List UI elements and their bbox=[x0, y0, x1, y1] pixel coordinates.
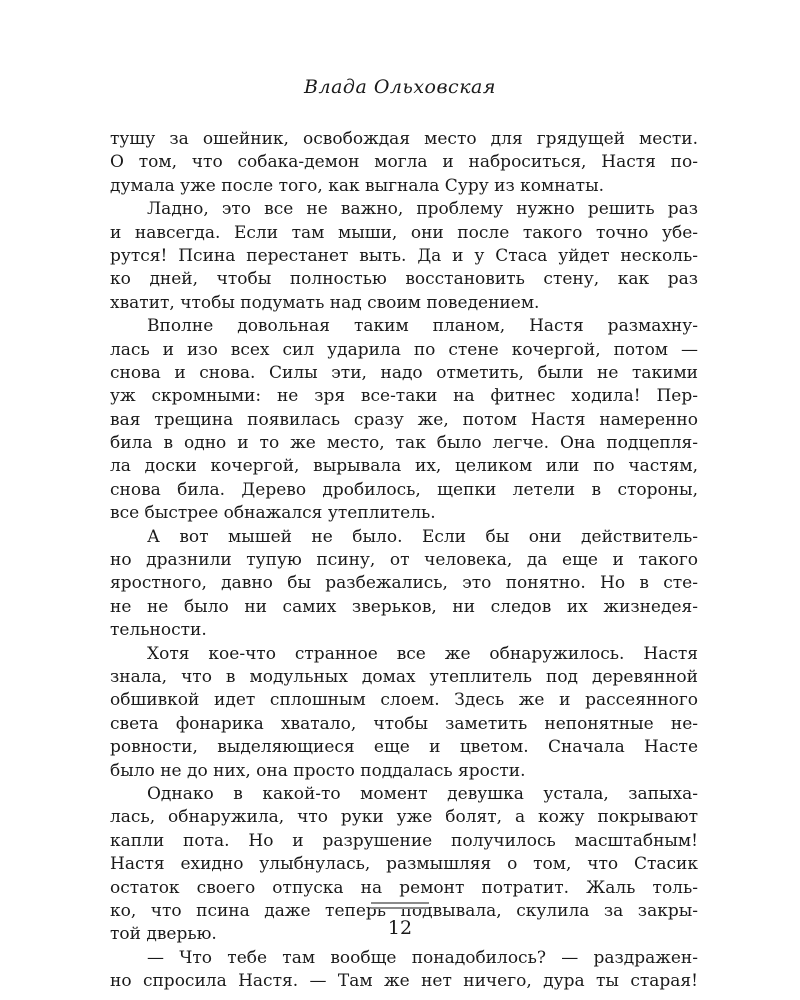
text-line: все быстрее обнажался утеплитель. bbox=[110, 503, 436, 524]
text-line: А вот мышей не было. Если бы они действитель- bbox=[147, 526, 698, 547]
text-line: тушу за ошейник, освобождая место для грядущей мести. bbox=[110, 129, 698, 149]
page-footer bbox=[0, 902, 800, 939]
text-line: и навсегда. Если там мыши, они после такого точно убе- bbox=[110, 222, 698, 243]
text-line: — Что тебе там вообще понадобилось? — раздражен- bbox=[147, 947, 698, 968]
text-line: лась и изо всех сил ударила по стене кочергой, потом — bbox=[110, 339, 698, 360]
page-number: 12 bbox=[387, 917, 413, 939]
text-line: Настя ехидно улыбнулась, размышляя о том, что Стасик bbox=[110, 854, 698, 875]
text-line: Хотя кое-что странное все же обнаружилось. Настя bbox=[147, 643, 698, 664]
text-line: вая трещина появилась сразу же, потом Настя намеренно bbox=[110, 409, 698, 430]
text-line: не не было ни самих зверьков, ни следов их жизнедея- bbox=[110, 596, 698, 617]
running-head: Влада Ольховская bbox=[304, 76, 496, 98]
text-line: яростного, давно бы разбежались, это понятно. Но в сте- bbox=[110, 573, 698, 594]
text-line: ла доски кочергой, вырывала их, целиком или по частям, bbox=[110, 456, 698, 477]
text-line: О том, что собака-демон могла и наброситься, Настя по- bbox=[110, 152, 698, 173]
folio-rule bbox=[371, 902, 429, 909]
text-line: лась, обнаружила, что руки уже болят, а кожу покрывают bbox=[110, 807, 698, 828]
text-line: хватит, чтобы подумать над своим поведением. bbox=[110, 292, 540, 313]
text-line: ко, что псина даже теперь подвывала, скулила за закры- bbox=[110, 900, 698, 921]
text-line: но дразнили тупую псину, от человека, да еще и такого bbox=[110, 550, 698, 571]
body-text bbox=[110, 128, 698, 993]
text-line: было не до них, она просто поддалась ярости. bbox=[110, 760, 526, 781]
text-line: рутся! Псина перестанет выть. Да и у Стаса уйдет несколь- bbox=[110, 245, 698, 266]
text-line: снова била. Дерево дробилось, щепки летели в стороны, bbox=[110, 479, 698, 500]
text-line: Вполне довольная таким планом, Настя размахну- bbox=[147, 316, 698, 337]
text-line: думала уже после того, как выгнала Суру из комнаты. bbox=[110, 175, 605, 196]
text-line: Однако в какой-то момент девушка устала, запыха- bbox=[147, 783, 698, 804]
text-line: Ладно, это все не важно, проблему нужно решить раз bbox=[147, 199, 698, 220]
text-line: уж скромными: не зря все-таки на фитнес ходила! Пер- bbox=[110, 386, 698, 407]
text-line: обшивкой идет сплошным слоем. Здесь же и рассеянного bbox=[110, 690, 698, 711]
text-line: но спросила Настя. — Там же нет ничего, дура ты старая! bbox=[110, 971, 698, 992]
text-line: знала, что в модульных домах утеплитель под деревянной bbox=[110, 666, 698, 687]
text-line: света фонарика хватало, чтобы заметить непонятные не- bbox=[110, 713, 698, 734]
text-line: ровности, выделяющиеся еще и цветом. Сначала Насте bbox=[110, 737, 698, 758]
text-line: тельности. bbox=[110, 620, 207, 641]
text-line: снова и снова. Силы эти, надо отметить, были не такими bbox=[110, 362, 698, 383]
text-line: капли пота. Но и разрушение получилось масштабным! bbox=[110, 830, 698, 851]
text-line: той дверью. bbox=[110, 924, 217, 945]
text-line: остаток своего отпуска на ремонт потратит. Жаль толь- bbox=[110, 877, 698, 898]
text-line: била в одно и то же место, так было легче. Она подцепля- bbox=[110, 433, 698, 454]
text-line: ко дней, чтобы полностью восстановить стену, как раз bbox=[110, 269, 698, 290]
